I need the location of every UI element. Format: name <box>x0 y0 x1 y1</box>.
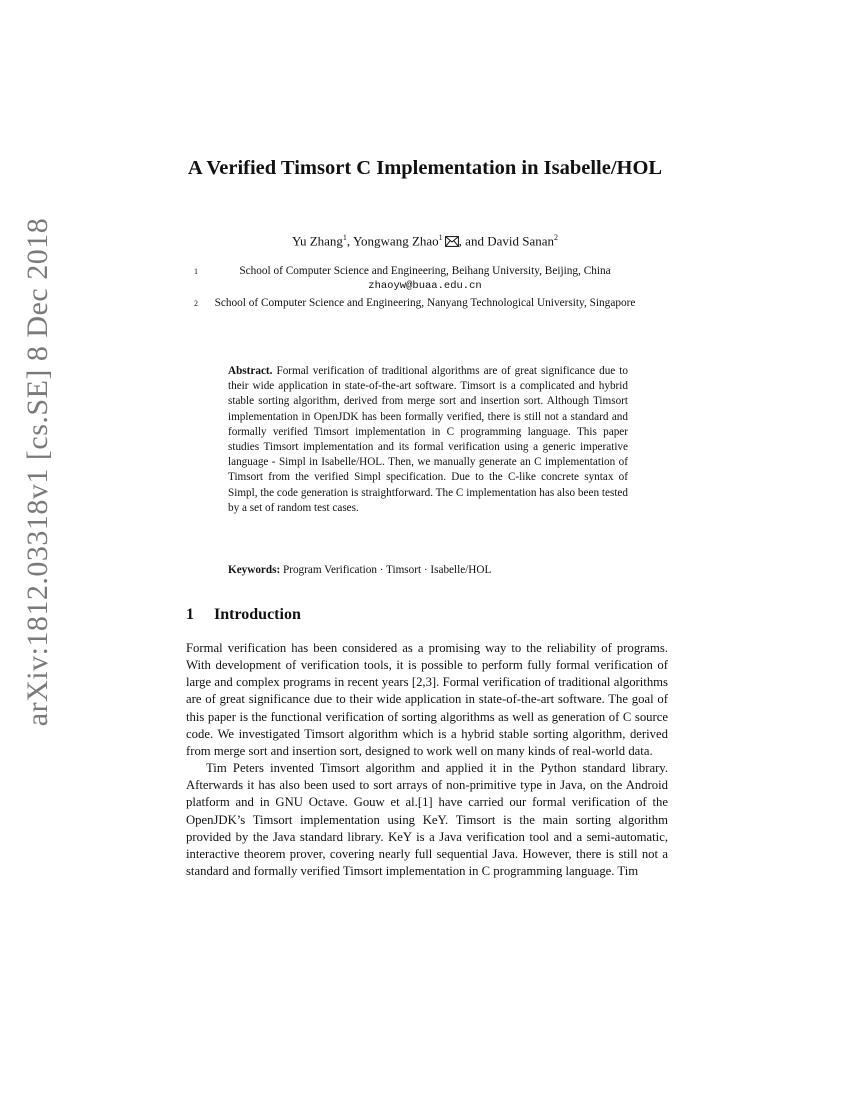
keywords <box>228 564 628 576</box>
email-address: zhaoyw@buaa.edu.cn <box>368 280 482 292</box>
author-separator: , and <box>458 233 488 249</box>
body-paragraph: Tim Peters invented Timsort algorithm and applied it in the Python standard library. Afterwards it has also been used to sort arrays of non-primitive type in Java, on the Android platform and in GNU Octave. Gouw et al.[1] have carried our formal verification of the OpenJDK’s Timsort implementation using KeY. Timsort is the main sorting algorithm provided by the Java standard library. KeY is a Java verification tool and a semi-automatic, interactive theorem prover, covering nearly full sequential Java. However, there is still not a standard and formally verified Timsort implementation in C programming language. Tim <box>186 761 668 879</box>
affiliation-mark: 1 <box>342 233 347 242</box>
paper-title: A Verified Timsort C Implementation in Isabelle/HOL <box>187 157 663 179</box>
author-list <box>185 233 665 251</box>
body-paragraph: Formal verification has been considered as a promising way to the reliability of programs. With development of verification tools, it is possible to perform fully formal verification of large and complex programs in recent years [2,3]. Formal verification of traditional algorithms are of great significance due to their wide application in state-of-the-art software. The goal of this paper is the functional verification of sorting algorithms as well as generation of C source code. We investigated Timsort algorithm which is a hybrid stable sorting algorithm, derived from merge sort and insertion sort, designed to work well on many kinds of real-world data. <box>186 641 668 758</box>
abstract <box>228 364 628 516</box>
affiliation-1 <box>190 264 660 294</box>
affiliation-mark: 2 <box>554 233 558 242</box>
section-title: Introduction <box>214 606 301 623</box>
affiliation-2 <box>190 296 660 311</box>
author-name: David Sanan <box>487 233 554 249</box>
keywords-label: Keywords: <box>228 564 281 576</box>
keywords-text: Program Verification · Timsort · Isabelle/HOL <box>283 564 492 576</box>
section-number: 1 <box>186 606 194 623</box>
author-name: Yongwang Zhao <box>352 233 439 249</box>
affiliation-text: School of Computer Science and Engineering, Nanyang Technological University, Singapore <box>214 297 636 309</box>
author-name: Yu Zhang <box>292 233 343 249</box>
affiliation-mark: 1 <box>438 233 443 242</box>
affiliation-mark: 2 <box>194 299 198 308</box>
abstract-label: Abstract. <box>228 365 273 377</box>
arxiv-identifier-text: arXiv:1812.03318v1 [cs.SE] 8 Dec 2018 <box>21 217 54 727</box>
envelope-icon <box>445 235 459 251</box>
abstract-text: Formal verification of traditional algorithms are of great significance due to their wide application in state-of-the-art software. Timsort is a complicated and hybrid stable sorting algorithm, derived from merge sort and insertion sort. Although Timsort implementation in OpenJDK has been formally verified, there is still not a standard and formally verified Timsort implementation in C programming language. This paper studies Timsort implementation and its formal verification using a generic imperative language - Simpl in Isabelle/HOL. Then, we manually generate an C implementation of Timsort from the verified Simpl specification. Due to the C-like concrete syntax of Simpl, the code generation is straightforward. The C implementation has also been tested by a set of random test cases. <box>228 365 628 514</box>
affiliation-text: School of Computer Science and Engineering, Beihang University, Beijing, China <box>239 265 611 277</box>
affiliation-mark: 1 <box>194 267 198 276</box>
introduction-body <box>186 640 668 880</box>
section-heading <box>186 606 301 624</box>
author-separator: , <box>346 233 353 249</box>
